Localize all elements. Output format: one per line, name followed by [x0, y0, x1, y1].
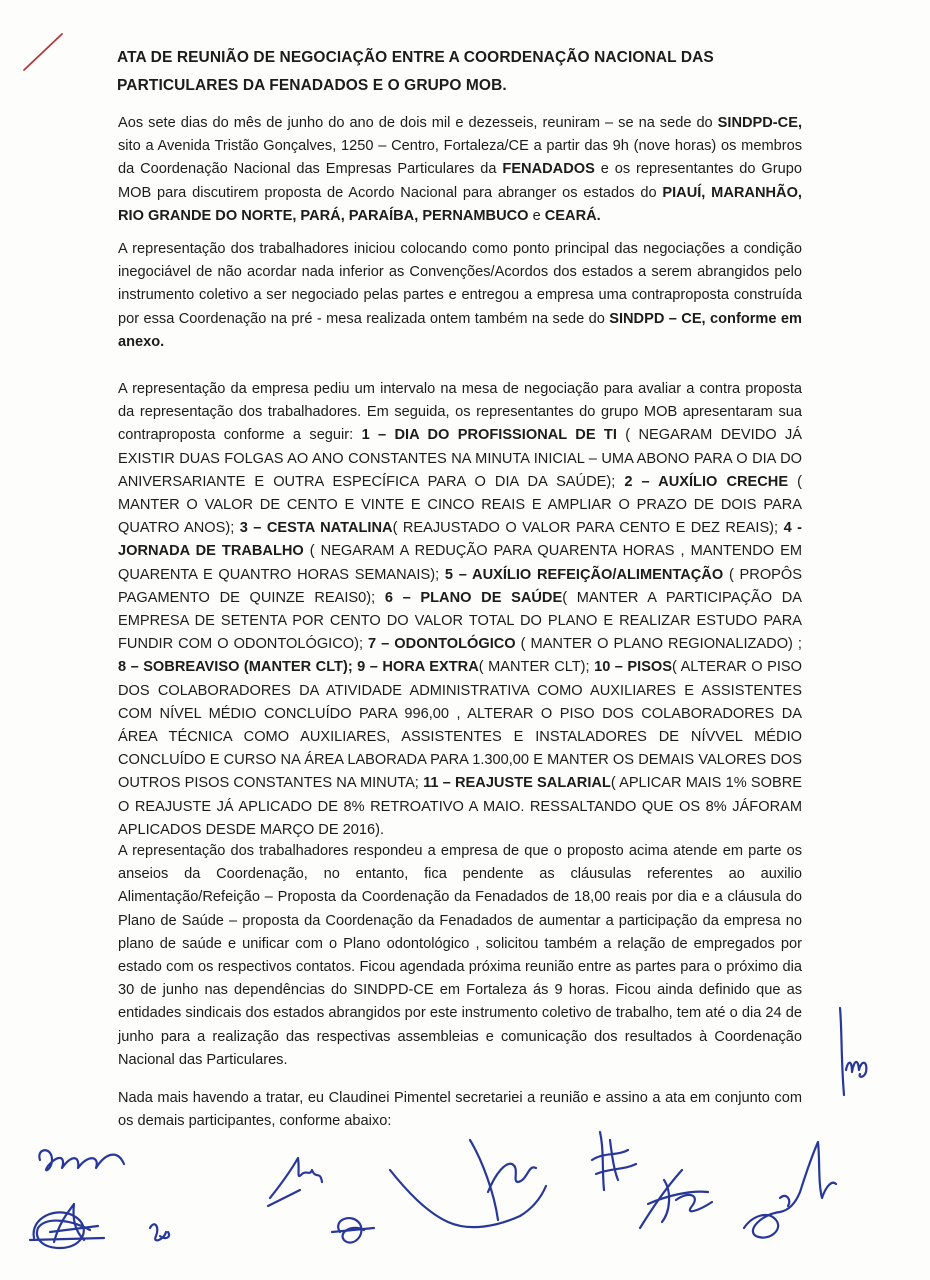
paragraph-workers-response: A representação dos trabalhadores respondeu a empresa de que o proposto acima atende em parte os anseios da Coordenação, no entanto, fica pendente as cláusulas referentes ao auxilio Alimentação/Refeição – Proposta da Coordenação da Fenadados de 18,00 reais por dia e a cláusula do Plano de Saúde – proposta da Coordenação da Fenadados de aumentar a participação da empresa no plano de saúde e unificar com o Plano odontológico , solicitou também a relação de empregados por estado com os respectivos contatos. Ficou agendada próxima reunião entre as partes para o próximo dia 30 de junho nas dependências do SINDPD-CE em Fortaleza ás 9 horas. Ficou ainda definido que as entidades sindicais dos estados abrangidos por este instrumento coletivo de trabalho, tem até o dia 24 de junho para a realização das respectivas assembleias e comunicação dos resultados à Coordenação Nacional das Particulares.: [118, 843, 802, 1068]
signature-7: [640, 1170, 712, 1228]
signature-5: [390, 1140, 546, 1227]
paragraph-closing: Nada mais havendo a tratar, eu Claudinei Pimentel secretariei a reunião e assino a ata em conjunto com os demais participantes, conforme abaixo:: [118, 1090, 802, 1130]
signature-1: [30, 1150, 124, 1248]
signatures-area: [0, 1120, 930, 1280]
signature-2: [150, 1224, 169, 1240]
signature-8: [744, 1142, 836, 1238]
document-title: ATA DE REUNIÃO DE NEGOCIAÇÃO ENTRE A COORDENAÇÃO NACIONAL DAS PARTICULARES DA FENADADOS E O GRUPO MOB.: [117, 49, 714, 94]
signature-6: [592, 1132, 636, 1190]
paragraph-workers-representation: A representação dos trabalhadores iniciou colocando como ponto principal das negociações a condição inegociável de não acordar nada inferior as Convenções/Acordos dos estados a serem abrangidos pelo instrumento coletivo a ser negociado pelas partes e entregou a empresa uma contraproposta construída por essa Coordenação na pré - mesa realizada ontem também na sede do SINDPD – CE, conforme em anexo.: [118, 241, 802, 350]
signature-4: [332, 1218, 374, 1243]
paragraph-company-counterproposal: A representação da empresa pediu um intervalo na mesa de negociação para avaliar a contra proposta da representação dos trabalhadores. Em seguida, os representantes do grupo MOB apresentaram sua contraproposta conforme a seguir: 1 – DIA DO PROFISSIONAL DE TI ( NEGARAM DEVIDO JÁ EXISTIR DUAS FOLGAS AO ANO CONSTANTES NA MINUTA INICIAL – UMA ABONO PARA O DIA DO ANIVERSARIANTE E OUTRA ESPECÍFICA PARA O DIA DA SAÚDE); 2 – AUXÍLIO CRECHE ( MANTER O VALOR DE CENTO E VINTE E CINCO REAIS E AMPLIAR O PRAZO DE DOIS PARA QUATRO ANOS); 3 – CESTA NATALINA( REAJUSTADO O VALOR PARA CENTO E DEZ REAIS); 4 - JORNADA DE TRABALHO ( NEGARAM A REDUÇÃO PARA QUARENTA HORAS , MANTENDO EM QUARENTA E QUANTRO HORAS SEMANAIS); 5 – AUXÍLIO REFEIÇÃO/ALIMENTAÇÃO ( PROPÔS PAGAMENTO DE QUINZE REAIS0); 6 – PLANO DE SAÚDE( MANTER A PARTICIPAÇÃO DA EMPRESA DE SETENTA POR CENTO DO VALOR TOTAL DO PLANO E REALIZAR ESTUDO PARA FUNDIR COM O ODONTOLÓGICO); 7 – ODONTOLÓGICO ( MANTER O PLANO REGIONALIZADO) ; 8 – SOBREAVISO (MANTER CLT); 9 – HORA EXTRA( MANTER CLT); 10 – PISOS( ALTERAR O PISO DOS COLABORADORES DA ATIVIDADE ADMINISTRATIVA COMO AUXILIARES E ASSISTENTES COM NÍVEL MÉDIO CONCLUÍDO PARA 996,00 , ALTERAR O PISO DOS COLABORADORES DA ÁREA TÉCNICA COMO AUXILIARES, ASSISTENTES E INSTALADORES DE NÍVVEL MÉDIO CONCLUÍDO E CURSO NA ÁREA LABORADA PARA 1.300,00 E MANTER OS DEMAIS VALORES DOS OUTROS PISOS CONSTANTES NA MINUTA; 11 – REAJUSTE SALARIAL( APLICAR MAIS 1% SOBRE O REAJUSTE JÁ APLICADO DE 8% RETROATIVO A MAIO. RESSALTANDO QUE OS 8% JÁFORAM APLICADOS DESDE MARÇO DE 2016).: [118, 381, 803, 838]
paragraph-opening: Aos sete dias do mês de junho do ano de dois mil e dezesseis, reuniram – se na sede do SINDPD-CE, sito a Avenida Tristão Gonçalves, 1250 – Centro, Fortaleza/CE a partir das 9h (nove horas) os membros da Coordenação Nacional das Empresas Particulares da FENADADOS e os representantes do Grupo MOB para discutirem proposta de Acordo Nacional para abranger os estados do PIAUÍ, MARANHÃO, RIO GRANDE DO NORTE, PARÁ, PARAÍBA, PERNAMBUCO e CEARÁ.: [118, 115, 802, 224]
margin-initials-signature: [828, 1000, 878, 1110]
signature-3: [268, 1158, 322, 1206]
corner-pen-mark: [18, 28, 68, 78]
